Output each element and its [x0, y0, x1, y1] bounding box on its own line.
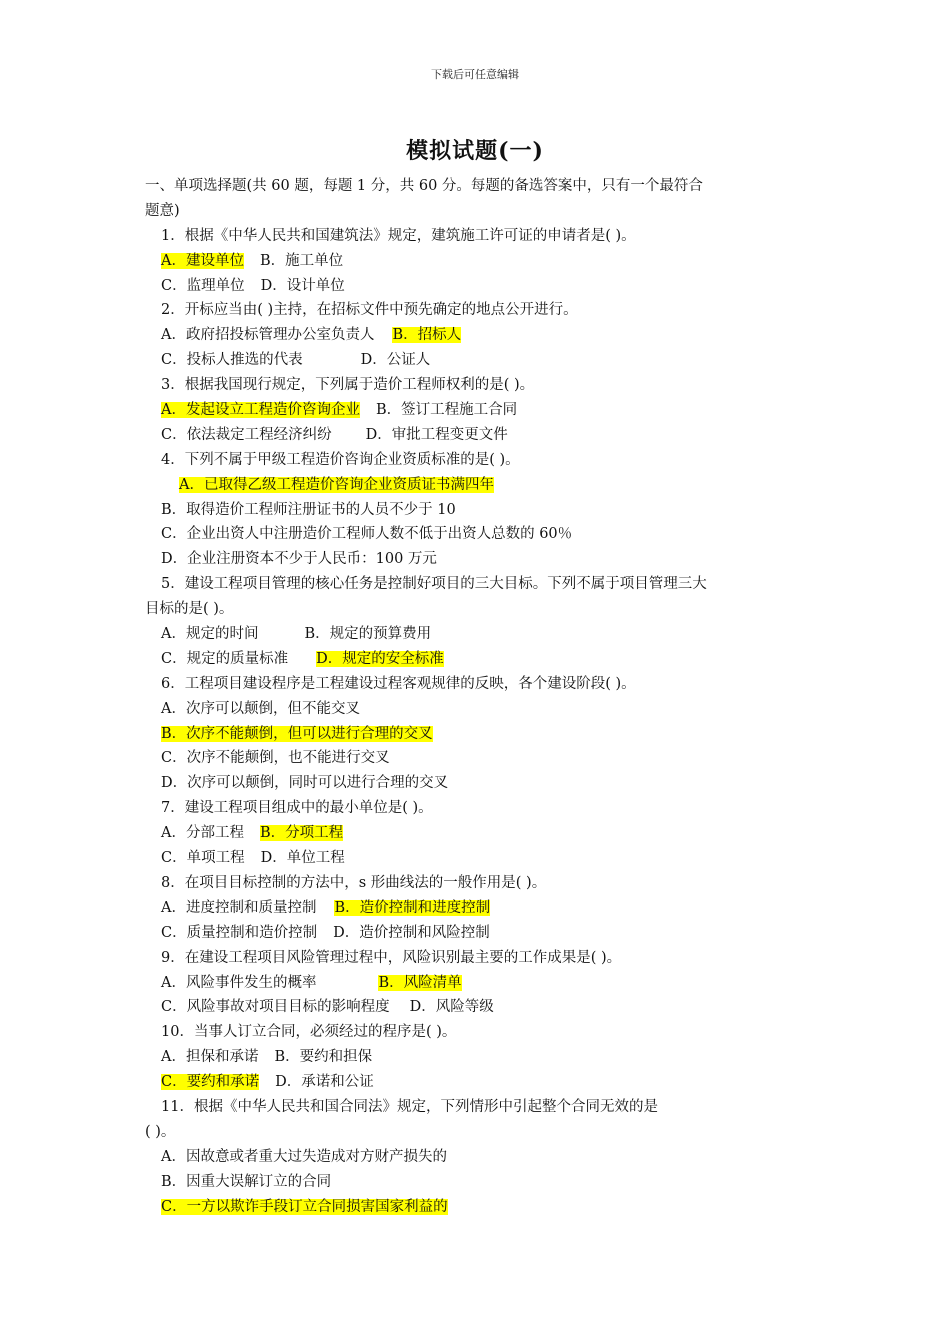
q8-stem: 8．在项目目标控制的方法中，s 形曲线法的一般作用是( )。 — [161, 874, 547, 891]
q3-options-ab — [145, 398, 805, 423]
q1-option-c: C．监理单位 — [161, 277, 245, 294]
q9-option-d: D．风险等级 — [409, 999, 494, 1016]
q4-stem: 4．下列不属于甲级工程造价咨询企业资质标准的是( )。 — [161, 451, 520, 468]
q10-stem: 10．当事人订立合同，必须经过的程序是( )。 — [161, 1024, 457, 1041]
q6-option-d: D．次序可以颠倒，同时可以进行合理的交叉 — [161, 775, 449, 792]
q4-option-b: B．取得造价工程师注册证书的人员不少于 10 — [161, 501, 456, 518]
q6-option-b: B．次序不能颠倒，但可以进行合理的交叉 — [161, 725, 433, 742]
q9-option-c: C．风险事故对项目目标的影响程度 — [161, 999, 390, 1016]
q10-options-cd — [145, 1070, 805, 1095]
q10-option-d: D．承诺和公证 — [275, 1074, 374, 1091]
q6-option-a: A．次序可以颠倒，但不能交叉 — [161, 700, 360, 717]
q7-option-d: D．单位工程 — [260, 850, 345, 867]
q6-option-b-line — [145, 722, 805, 747]
q4-option-d: D．企业注册资本不少于人民币：100 万元 — [161, 551, 437, 568]
q3-option-a: A．发起设立工程造价咨询企业 — [161, 402, 360, 419]
q3-option-c: C．依法裁定工程经济纠纷 — [161, 426, 332, 443]
q5-option-d: D．规定的安全标准 — [316, 650, 444, 667]
q2-options-ab — [145, 323, 805, 348]
q8-options-ab — [145, 896, 805, 921]
header-note: 下载后可任意编辑 — [431, 68, 519, 81]
q1-option-a: A．建设单位 — [161, 252, 244, 269]
q5-options-ab — [145, 622, 805, 647]
q11-stem-line-1: 11．根据《中华人民共和国合同法》规定，下列情形中引起整个合同无效的是 — [161, 1098, 658, 1115]
q2-options-cd — [145, 348, 805, 373]
q3-stem: 3．根据我国现行规定，下列属于造价工程师权利的是( )。 — [161, 377, 535, 394]
q1-option-b: B．施工单位 — [259, 252, 344, 269]
q10-option-c: C．要约和承诺 — [161, 1074, 260, 1091]
q8-option-c: C．质量控制和造价控制 — [161, 924, 318, 941]
q10-option-b: B．要约和担保 — [274, 1049, 373, 1066]
q1-option-d: D．设计单位 — [260, 277, 345, 294]
q5-stem-line-2: 目标的是( )。 — [145, 601, 234, 618]
q9-options-cd — [145, 995, 805, 1020]
q5-option-c: C．规定的质量标准 — [161, 650, 289, 667]
q11-option-c: C．一方以欺诈手段订立合同损害国家利益的 — [161, 1198, 448, 1215]
q5-stem-line-1: 5．建设工程项目管理的核心任务是控制好项目的三大目标。下列不属于项目管理三大 — [161, 576, 707, 593]
q3-option-d: D．审批工程变更文件 — [365, 426, 508, 443]
q7-options-cd — [145, 846, 805, 871]
q3-options-cd — [145, 423, 805, 448]
q5-options-cd — [145, 647, 805, 672]
q2-option-d: D．公证人 — [360, 352, 431, 369]
q2-option-a: A．政府招投标管理办公室负责人 — [161, 327, 375, 344]
q2-option-b: B．招标人 — [392, 327, 462, 344]
q1-options-cd — [145, 274, 805, 299]
q2-option-c: C．投标人推选的代表 — [161, 352, 303, 369]
q10-option-a: A．担保和承诺 — [161, 1049, 259, 1066]
q6-stem: 6．工程项目建设程序是工程建设过程客观规律的反映，各个建设阶段( )。 — [161, 675, 636, 692]
q4-option-a: A．已取得乙级工程造价咨询企业资质证书满四年 — [179, 476, 494, 493]
q7-option-a: A．分部工程 — [161, 825, 244, 842]
q5-option-b: B．规定的预算费用 — [304, 626, 432, 643]
q9-option-b: B．风险清单 — [378, 974, 462, 991]
q10-options-ab — [145, 1045, 805, 1070]
q4-option-c: C．企业出资人中注册造价工程师人数不低于出资人总数的 60％ — [161, 526, 573, 543]
q9-option-a: A．风险事件发生的概率 — [161, 974, 317, 991]
q11-stem-line-2: ( )。 — [145, 1123, 176, 1140]
q11-option-a: A．因故意或者重大过失造成对方财产损失的 — [161, 1148, 447, 1165]
q6-option-c: C．次序不能颠倒，也不能进行交叉 — [161, 750, 390, 767]
q7-option-b: B．分项工程 — [259, 825, 344, 842]
page-title: 模拟试题(一) — [406, 138, 544, 164]
q1-stem: 1．根据《中华人民共和国建筑法》规定，建筑施工许可证的申请者是( )。 — [161, 227, 636, 244]
section-heading-line-1: 一、单项选择题(共 60 题，每题 1 分，共 60 分。每题的备选答案中，只有一个最符合 — [145, 178, 703, 194]
q11-option-b: B．因重大误解订立的合同 — [161, 1173, 332, 1190]
q8-option-d: D．造价控制和风险控制 — [333, 924, 490, 941]
q7-options-ab — [145, 821, 805, 846]
exam-body — [145, 174, 805, 1219]
q2-stem: 2．开标应当由( )主持，在招标文件中预先确定的地点公开进行。 — [161, 302, 578, 319]
section-heading-line-2: 题意) — [145, 202, 180, 219]
q9-stem: 9．在建设工程项目风险管理过程中，风险识别最主要的工作成果是( )。 — [161, 949, 622, 966]
q7-stem: 7．建设工程项目组成中的最小单位是( )。 — [161, 800, 433, 817]
q5-option-a: A．规定的时间 — [161, 626, 259, 643]
q8-options-cd — [145, 921, 805, 946]
q1-options-ab — [145, 249, 805, 274]
q8-option-b: B．造价控制和进度控制 — [334, 899, 491, 916]
q7-option-c: C．单项工程 — [161, 850, 245, 867]
q9-options-ab — [145, 971, 805, 996]
q4-option-a-line — [145, 473, 805, 498]
q3-option-b: B．签订工程施工合同 — [375, 402, 518, 419]
q11-option-c-line — [145, 1195, 805, 1220]
q8-option-a: A．进度控制和质量控制 — [161, 899, 317, 916]
